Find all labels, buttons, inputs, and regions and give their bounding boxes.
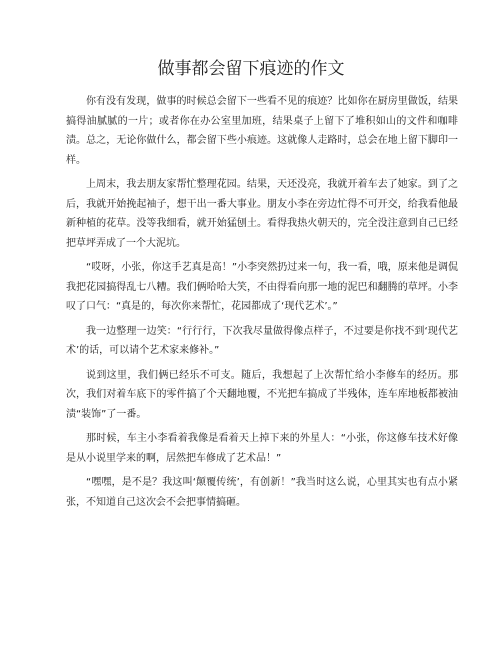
document-title: 做事都会留下痕迹的作文 xyxy=(157,59,345,79)
document-body xyxy=(66,92,458,517)
paragraph: 上周末，我去朋友家帮忙整理花园。结果，天还没亮，我就开着车去了她家。到了之后，我就开始挽起袖子，想干出一番大事业。朋友小李在旁边忙得不可开交，给我看他最新种植的花草。没等我细看，就开始猛刨土。看得我热火朝天的，完全没注意到自己已经把草坪弄成了一个大泥坑。 xyxy=(66,179,458,249)
paragraph: 你有没有发现，做事的时候总会留下一些看不见的痕迹？比如你在厨房里做饭，结果搞得油腻腻的一片；或者你在办公室里加班，结果桌子上留下了堆积如山的文件和咖啡渍。总之，无论你做什么，都会留下些小痕迹。这就像人走路时，总会在地上留下脚印一样。 xyxy=(66,96,458,166)
paragraph: “哎呀，小张，你这手艺真是高！”小李突然扔过来一句，我一看，哦，原来他是调侃我把花园搞得乱七八糟。我们俩哈哈大笑，不由得看向那一地的泥巴和翻腾的草坪。小李叹了口气：“真是的，每次你来帮忙，花园都成了‘现代艺术’。” xyxy=(66,262,458,312)
paragraph: 我一边整理一边笑：“行行行，下次我尽量做得像点样子，不过要是你找不到‘现代艺术’的话，可以请个艺术家来修补。” xyxy=(66,325,458,356)
paragraph: 说到这里，我们俩已经乐不可支。随后，我想起了上次帮忙给小李修车的经历。那次，我们对着车底下的零件搞了个天翻地覆，不光把车搞成了半残体，连车库地板都被油渍“装饰”了一番。 xyxy=(66,369,458,420)
paragraph: 那时候，车主小李看着我像是看着天上掉下来的外星人：“小张，你这修车技术好像是从小说里学来的啊，居然把车修成了艺术品！” xyxy=(66,433,458,464)
paragraph: “嘿嘿，是不是？我这叫‘颠覆传统’，有创新！”我当时这么说，心里其实也有点小紧张，不知道自己这次会不会把事情搞砸。 xyxy=(66,477,458,508)
